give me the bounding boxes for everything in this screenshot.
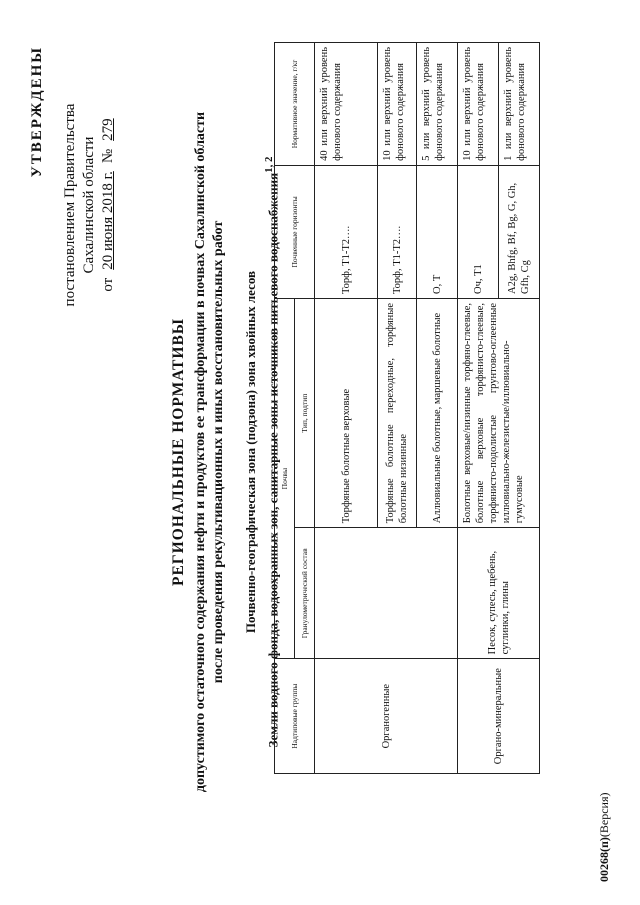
cell-norm: 40 или верхний уровень фонового содержания: [315, 43, 378, 166]
cell-granulometric: [315, 528, 458, 659]
zone-line-2-text: Земли водного фонда, водоохранных зон, санитарные зоны источников питьевого водоснабжения: [265, 172, 281, 748]
norms-table: [274, 42, 540, 774]
cell-norm: 10 или верхний уровень фонового содержания: [378, 43, 417, 166]
cell-group: Органогенные: [315, 659, 458, 774]
table-row: [458, 43, 499, 774]
cell-horizons: О, Т: [417, 165, 458, 298]
document-subtitle-2: после проведения рекультивационных и иных восстановительных работ: [211, 220, 226, 684]
document-version: (Версия): [597, 792, 611, 838]
cell-group: Органо-минеральные: [458, 659, 540, 774]
header-soils: Почвы: [275, 298, 295, 658]
document-footer: [597, 793, 612, 883]
cell-horizons: Торф, Т1-Т2….: [378, 165, 417, 298]
zone-footnote: 1, 2: [263, 156, 275, 173]
number-prefix: №: [100, 148, 116, 164]
document-subtitle-1: допустимого остаточного содержания нефти и продуктов ее трансформации в почвах Сахалинской области: [193, 111, 208, 793]
approval-number: 279: [100, 118, 116, 141]
header-granulometric: Гранулометрический состав: [295, 528, 315, 659]
cell-type: Аллювиальные болотные, маршевые болотные: [417, 298, 458, 527]
cell-horizons: A2g, Bhfg, Bf, Bg, G, Gh, Gfh, Cg: [499, 165, 540, 298]
approval-line-2: Сахалинской области: [81, 136, 97, 274]
cell-type: Болотные верховые/низинные торфяно-глеевые, болотные верховые торфянисто-глеевые, торфянисто-подолистые грунтово-оглеенные иллювиально-железистые/иллювиально-гумусовые: [458, 298, 540, 527]
rotated-page: [20, 12, 620, 892]
cell-horizons: Оч, Т1: [458, 165, 499, 298]
document-title: РЕГИОНАЛЬНЫЕ НОРМАТИВЫ: [170, 317, 187, 587]
table-header-row: [275, 43, 295, 774]
table-row: [315, 43, 378, 774]
date-prefix: от: [100, 277, 116, 292]
header-group: Надтиповые группы: [275, 659, 315, 774]
approval-date-line: [99, 40, 118, 370]
header-norm: Нормативное значение, г/кг: [275, 43, 315, 166]
zone-line-1: Почвенно-географическая зона (подзона) зона хвойных лесов: [243, 270, 258, 634]
cell-norm: 1 или верхний уровень фонового содержания: [499, 43, 540, 166]
approval-line-1: постановлением Правительства: [62, 103, 78, 307]
cell-granulometric: Песок, супесь, щебень, суглинки, глины: [458, 528, 540, 659]
cell-norm: 10 или верхний уровень фонового содержания: [458, 43, 499, 166]
cell-type: Торфяные болотные переходные, торфяные болотные низинные: [378, 298, 417, 527]
cell-horizons: Торф, Т1-Т2….: [315, 165, 378, 298]
approval-title: УТВЕРЖДЕНЫ: [29, 46, 45, 178]
document-code: 00268(п): [597, 837, 611, 882]
cell-type: Торфяные болотные верховые: [315, 298, 378, 527]
approval-date: 20 июня 2018 г.: [100, 171, 116, 270]
approval-block: [28, 40, 118, 370]
document-heading: [170, 12, 282, 892]
header-type: Тип, подтип: [295, 298, 315, 527]
cell-norm: 5 или верхний уровень фонового содержания: [417, 43, 458, 166]
header-horizons: Почвенные горизонты: [275, 165, 315, 298]
